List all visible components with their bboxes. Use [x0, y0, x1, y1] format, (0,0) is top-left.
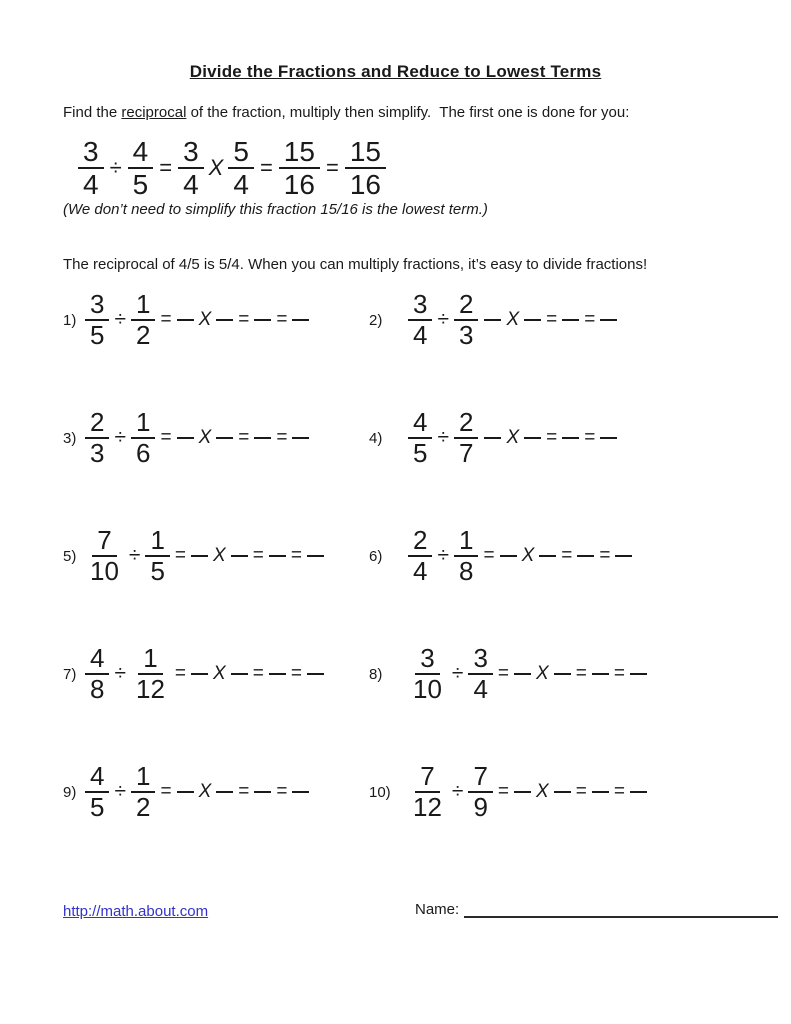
- multiply-sign: X: [198, 781, 212, 802]
- fraction: [178, 136, 204, 201]
- multiply-sign: X: [521, 545, 535, 566]
- equals-sign: =: [290, 545, 302, 566]
- divisor-fraction: [454, 290, 478, 350]
- numerator: 4: [85, 644, 109, 675]
- problem-cell: [63, 408, 369, 468]
- example-note: (We don’t need to simplify this fraction 15/16 is the lowest term.): [63, 201, 488, 218]
- example-equation: [78, 136, 386, 201]
- answer-blank: [600, 319, 617, 321]
- equals-sign: =: [575, 781, 587, 802]
- answer-blank: [524, 319, 541, 321]
- answer-blanks: [481, 427, 620, 449]
- denominator: 8: [459, 556, 474, 586]
- instruction-underlined-word: reciprocal: [121, 104, 187, 121]
- answer-blank: [254, 319, 271, 321]
- equals-sign: =: [575, 663, 587, 684]
- answer-blank: [177, 791, 194, 793]
- page-title: Divide the Fractions and Reduce to Lowest Terms: [189, 62, 602, 81]
- denominator: 12: [413, 792, 442, 822]
- problem: [369, 762, 650, 822]
- dividend-fraction: [85, 762, 109, 822]
- answer-blanks: [173, 663, 327, 685]
- dividend-fraction: [408, 762, 447, 822]
- numerator: 1: [454, 526, 478, 557]
- denominator: 9: [473, 792, 488, 822]
- denominator: 5: [150, 556, 165, 586]
- answer-blank: [254, 437, 271, 439]
- numerator: 3: [415, 644, 439, 675]
- problem-number: 9): [63, 783, 77, 801]
- problem: [63, 526, 327, 586]
- divisor-fraction: [131, 290, 155, 350]
- numerator: 2: [454, 408, 478, 439]
- answer-blank: [592, 673, 609, 675]
- problem: [369, 644, 650, 704]
- equals-sign: =: [276, 427, 288, 448]
- denominator: 5: [413, 438, 428, 468]
- numerator: 3: [85, 290, 109, 321]
- problem-number: 8): [369, 665, 383, 683]
- problem-number: 6): [369, 547, 383, 565]
- problem-cell: [63, 290, 369, 350]
- problem-cell: [369, 526, 761, 586]
- answer-blank: [269, 673, 286, 675]
- instruction-post: of the fraction, multiply then simplify. The first one is done for you:: [186, 104, 630, 121]
- dividend-fraction: [85, 290, 109, 350]
- answer-blank: [269, 555, 286, 557]
- problem-row: [63, 285, 761, 355]
- fraction: [345, 136, 386, 201]
- multiply-sign: X: [536, 663, 549, 684]
- dividend-fraction: [408, 526, 432, 586]
- problem-number: 10): [369, 783, 391, 801]
- numerator: 7: [92, 526, 116, 557]
- equals-sign: =: [584, 427, 596, 448]
- answer-blank: [577, 555, 594, 557]
- numerator: 1: [131, 408, 155, 439]
- numerator: 7: [415, 762, 439, 793]
- answer-blanks: [173, 545, 327, 567]
- answer-blank: [554, 791, 571, 793]
- answer-blanks: [481, 545, 635, 567]
- denominator: 5: [132, 169, 149, 201]
- equals-sign: =: [276, 309, 288, 330]
- denominator: 10: [90, 556, 119, 586]
- numerator: 4: [128, 136, 154, 169]
- answer-blank: [191, 555, 208, 557]
- answer-blanks: [496, 663, 650, 685]
- equals-sign: =: [238, 427, 250, 448]
- equals-sign: =: [497, 781, 510, 802]
- equals-sign: =: [159, 155, 173, 181]
- problem: [63, 290, 312, 350]
- problem-number: 1): [63, 311, 77, 329]
- denominator: 3: [459, 320, 474, 350]
- denominator: 16: [283, 169, 315, 201]
- equals-sign: =: [546, 427, 558, 448]
- problem-cell: [63, 644, 369, 704]
- dividend-fraction: [85, 526, 124, 586]
- equals-sign: =: [483, 545, 495, 566]
- denominator: 5: [90, 320, 105, 350]
- problem-number: 2): [369, 311, 383, 329]
- answer-blank: [191, 673, 208, 675]
- fraction: [279, 136, 320, 201]
- problem-cell: [63, 762, 369, 822]
- numerator: 3: [178, 136, 204, 169]
- denominator: 8: [90, 674, 105, 704]
- numerator: 1: [131, 290, 155, 321]
- answer-blank: [500, 555, 517, 557]
- numerator: 1: [131, 762, 155, 793]
- multiply-sign: X: [208, 155, 224, 181]
- name-label: Name:: [415, 901, 460, 918]
- denominator: 4: [473, 674, 488, 704]
- numerator: 3: [78, 136, 104, 169]
- multiply-sign: X: [536, 781, 549, 802]
- divisor-fraction: [468, 762, 492, 822]
- divide-sign: ÷: [451, 780, 464, 803]
- divisor-fraction: [454, 408, 478, 468]
- equals-sign: =: [160, 427, 172, 448]
- numerator: 1: [138, 644, 162, 675]
- divide-sign: ÷: [451, 662, 464, 685]
- answer-blank: [307, 555, 324, 557]
- problem: [369, 408, 620, 468]
- problem-row: [63, 403, 761, 473]
- equals-sign: =: [599, 545, 611, 566]
- numerator: 7: [468, 762, 492, 793]
- fraction: [128, 136, 154, 201]
- answer-blank: [216, 319, 233, 321]
- equals-sign: =: [252, 663, 264, 684]
- divide-sign: ÷: [114, 426, 126, 449]
- problem: [63, 762, 312, 822]
- equals-sign: =: [238, 309, 250, 330]
- answer-blank: [554, 673, 571, 675]
- answer-blank: [630, 673, 647, 675]
- problem-cell: [369, 644, 761, 704]
- answer-blank: [615, 555, 632, 557]
- answer-blank: [539, 555, 556, 557]
- answer-blank: [292, 319, 309, 321]
- dividend-fraction: [408, 644, 447, 704]
- numerator: 15: [345, 136, 386, 169]
- equals-sign: =: [613, 663, 625, 684]
- equals-sign: =: [613, 781, 625, 802]
- fraction: [78, 136, 104, 201]
- answer-blank: [292, 437, 309, 439]
- instruction-pre: Find the: [63, 104, 122, 121]
- problem-cell: [369, 290, 761, 350]
- equals-sign: =: [290, 663, 302, 684]
- numerator: 3: [408, 290, 432, 321]
- denominator: 4: [233, 169, 249, 201]
- multiply-sign: X: [198, 427, 212, 448]
- divisor-fraction: [468, 644, 492, 704]
- equals-sign: =: [325, 155, 339, 181]
- problem-row: [63, 521, 761, 591]
- denominator: 3: [90, 438, 105, 468]
- answer-blank: [216, 791, 233, 793]
- divide-sign: ÷: [114, 780, 126, 803]
- answer-blank: [231, 555, 248, 557]
- denominator: 7: [459, 438, 474, 468]
- answer-blank: [630, 791, 647, 793]
- divisor-fraction: [454, 526, 478, 586]
- multiply-sign: X: [213, 545, 226, 566]
- multiply-sign: X: [198, 309, 212, 330]
- denominator: 6: [136, 438, 151, 468]
- problem-number: 4): [369, 429, 383, 447]
- divisor-fraction: [145, 526, 169, 586]
- answer-blanks: [158, 781, 312, 803]
- equals-sign: =: [276, 781, 288, 802]
- answer-blank: [484, 437, 501, 439]
- divide-sign: ÷: [437, 544, 449, 567]
- title-row: [0, 62, 791, 82]
- multiply-sign: X: [506, 309, 520, 330]
- numerator: 4: [85, 762, 109, 793]
- denominator: 2: [136, 320, 151, 350]
- answer-blanks: [481, 309, 620, 331]
- problem: [369, 526, 635, 586]
- answer-blank: [524, 437, 541, 439]
- divisor-fraction: [131, 408, 155, 468]
- divisor-fraction: [131, 644, 170, 704]
- answer-blank: [562, 319, 579, 321]
- numerator: 2: [454, 290, 478, 321]
- multiply-sign: X: [213, 663, 226, 684]
- equals-sign: =: [160, 309, 172, 330]
- problem: [63, 408, 312, 468]
- numerator: 2: [85, 408, 109, 439]
- answer-blank: [177, 319, 194, 321]
- answer-blank: [231, 673, 248, 675]
- answer-blank: [216, 437, 233, 439]
- problem-number: 7): [63, 665, 77, 683]
- denominator: 4: [413, 556, 428, 586]
- name-blank-line: [464, 902, 778, 918]
- equals-sign: =: [174, 663, 187, 684]
- denominator: 4: [183, 169, 199, 201]
- equals-sign: =: [497, 663, 510, 684]
- instruction-text: [63, 104, 751, 121]
- equals-sign: =: [252, 545, 264, 566]
- answer-blank: [307, 673, 324, 675]
- denominator: 16: [349, 169, 381, 201]
- problem-cell: [369, 408, 761, 468]
- numerator: 3: [468, 644, 492, 675]
- problem-number: 5): [63, 547, 77, 565]
- answer-blank: [592, 791, 609, 793]
- answer-blank: [292, 791, 309, 793]
- denominator: 4: [413, 320, 428, 350]
- problem-cell: [369, 762, 761, 822]
- answer-blank: [484, 319, 501, 321]
- divide-sign: ÷: [109, 155, 122, 181]
- divide-sign: ÷: [114, 308, 126, 331]
- numerator: 15: [279, 136, 320, 169]
- divide-sign: ÷: [437, 426, 449, 449]
- divide-sign: ÷: [128, 544, 141, 567]
- problem-row: [63, 757, 761, 827]
- numerator: 5: [228, 136, 254, 169]
- fraction: [228, 136, 254, 201]
- equals-sign: =: [160, 781, 172, 802]
- answer-blanks: [496, 781, 650, 803]
- reciprocal-explanation: The reciprocal of 4/5 is 5/4. When you can multiply fractions, it’s easy to divide fractions!: [63, 256, 648, 273]
- divide-sign: ÷: [437, 308, 449, 331]
- equals-sign: =: [259, 155, 273, 181]
- source-link[interactable]: http://math.about.com: [63, 903, 209, 920]
- answer-blank: [514, 673, 531, 675]
- numerator: 2: [408, 526, 432, 557]
- numerator: 1: [145, 526, 169, 557]
- answer-blank: [177, 437, 194, 439]
- answer-blank: [254, 791, 271, 793]
- name-field-row: [415, 901, 778, 918]
- answer-blank: [600, 437, 617, 439]
- problem-number: 3): [63, 429, 77, 447]
- equals-sign: =: [584, 309, 596, 330]
- dividend-fraction: [85, 408, 109, 468]
- problem: [369, 290, 620, 350]
- problems-grid: [63, 285, 761, 875]
- equals-sign: =: [561, 545, 573, 566]
- divide-sign: ÷: [114, 662, 126, 685]
- divisor-fraction: [131, 762, 155, 822]
- problem: [63, 644, 327, 704]
- denominator: 2: [136, 792, 151, 822]
- equals-sign: =: [546, 309, 558, 330]
- answer-blank: [514, 791, 531, 793]
- problem-row: [63, 639, 761, 709]
- dividend-fraction: [85, 644, 109, 704]
- numerator: 4: [408, 408, 432, 439]
- equals-sign: =: [238, 781, 250, 802]
- answer-blanks: [158, 427, 312, 449]
- denominator: 5: [90, 792, 105, 822]
- multiply-sign: X: [506, 427, 520, 448]
- denominator: 4: [83, 169, 99, 201]
- problem-cell: [63, 526, 369, 586]
- answer-blanks: [158, 309, 312, 331]
- denominator: 12: [136, 674, 165, 704]
- answer-blank: [562, 437, 579, 439]
- denominator: 10: [413, 674, 442, 704]
- equals-sign: =: [174, 545, 187, 566]
- dividend-fraction: [408, 408, 432, 468]
- dividend-fraction: [408, 290, 432, 350]
